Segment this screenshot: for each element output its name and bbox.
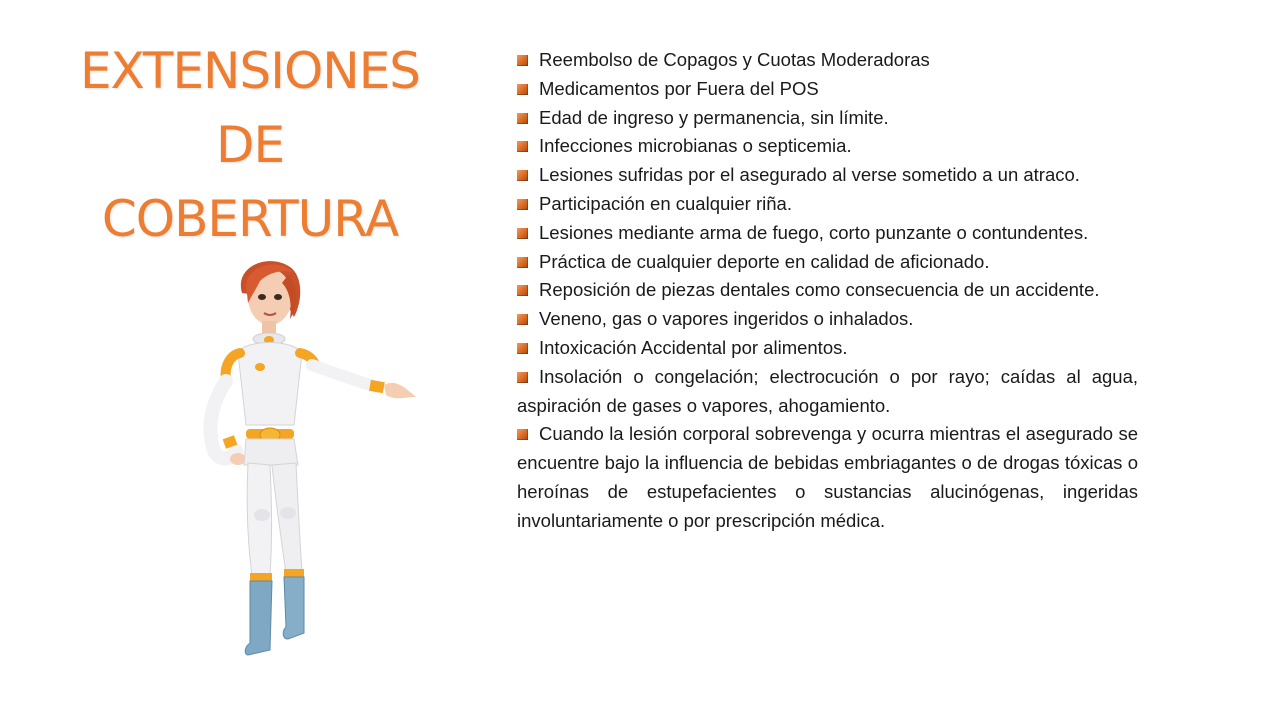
orange-square-bullet-icon: [517, 285, 528, 296]
list-item: Reembolso de Copagos y Cuotas Moderadoras: [517, 46, 1138, 75]
orange-square-bullet-icon: [517, 372, 528, 383]
list-item: Lesiones mediante arma de fuego, corto punzante o contundentes.: [517, 219, 1138, 248]
orange-square-bullet-icon: [517, 429, 528, 440]
list-item: Cuando la lesión corporal sobrevenga y ocurra mientras el asegurado se encuentre bajo la influencia de bebidas embriagantes o de drogas tóxicas o heroínas de estupefacientes o sustancias alucinógenas, ingeridas involuntariamente o por prescripción médica.: [517, 423, 1138, 531]
orange-square-bullet-icon: [517, 199, 528, 210]
title-line-3: COBERTURA: [101, 190, 399, 248]
list-item: Medicamentos por Fuera del POS: [517, 75, 1138, 104]
orange-square-bullet-icon: [517, 55, 528, 66]
orange-square-bullet-icon: [517, 170, 528, 181]
orange-square-bullet-icon: [517, 113, 528, 124]
list-item: Veneno, gas o vapores ingeridos o inhalados.: [517, 305, 1138, 334]
list-item: Infecciones microbianas o septicemia.: [517, 132, 1138, 161]
list-item: Edad de ingreso y permanencia, sin límite.: [517, 104, 1138, 133]
title-line-1: EXTENSIONES: [79, 42, 421, 100]
coverage-extensions-list: [517, 46, 1138, 536]
slide-title: [50, 34, 450, 256]
list-item: Intoxicación Accidental por alimentos.: [517, 334, 1138, 363]
orange-square-bullet-icon: [517, 314, 528, 325]
list-item: Insolación o congelación; electrocución o por rayo; caídas al agua, aspiración de gases o vapores, ahogamiento.: [517, 365, 1138, 416]
list-item: Reposición de piezas dentales como consecuencia de un accidente.: [517, 276, 1138, 305]
orange-square-bullet-icon: [517, 343, 528, 354]
orange-square-bullet-icon: [517, 257, 528, 268]
orange-square-bullet-icon: [517, 84, 528, 95]
orange-square-bullet-icon: [517, 141, 528, 152]
list-item: Participación en cualquier riña.: [517, 190, 1138, 219]
presenter-figure-illustration: [190, 255, 430, 675]
title-line-2: DE: [215, 116, 285, 174]
list-item: Práctica de cualquier deporte en calidad de aficionado.: [517, 248, 1138, 277]
list-item: Lesiones sufridas por el asegurado al verse sometido a un atraco.: [517, 161, 1138, 190]
orange-square-bullet-icon: [517, 228, 528, 239]
